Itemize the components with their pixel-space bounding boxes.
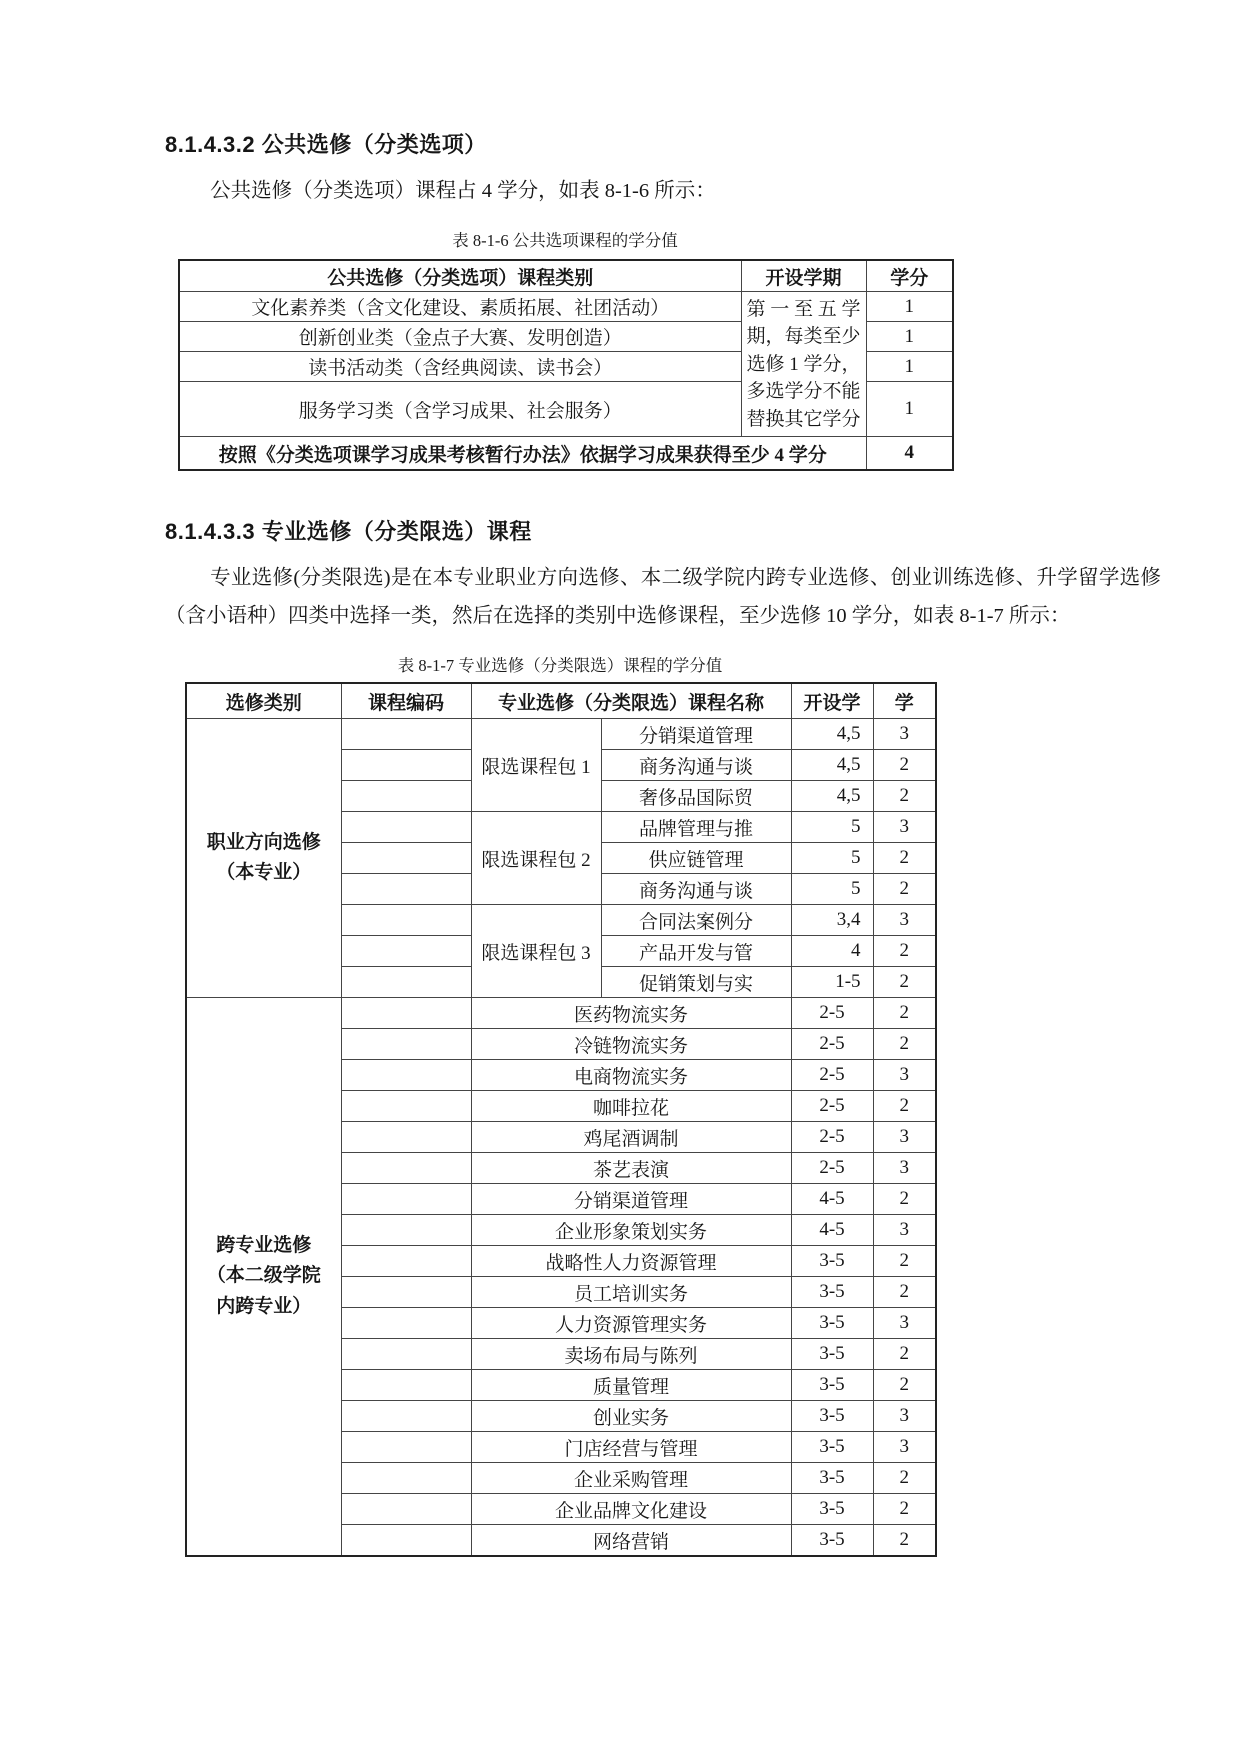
credit-cell: 2 xyxy=(873,1494,936,1525)
credit-cell: 3 xyxy=(873,1153,936,1184)
package-cell: 限选课程包 3 xyxy=(471,905,601,998)
table-row xyxy=(186,998,936,1029)
code-cell xyxy=(341,1525,471,1556)
course-name-cell: 奢侈品国际贸 xyxy=(601,781,791,812)
course-name-cell: 电商物流实务 xyxy=(471,1060,791,1091)
term-cell: 5 xyxy=(791,874,873,905)
code-cell xyxy=(341,843,471,874)
code-cell xyxy=(341,874,471,905)
credit-cell: 3 xyxy=(873,719,936,750)
course-name-cell: 商务沟通与谈 xyxy=(601,874,791,905)
credit-cell: 2 xyxy=(873,843,936,874)
term-cell: 2-5 xyxy=(791,1122,873,1153)
credit-cell: 3 xyxy=(873,1432,936,1463)
course-name-cell: 战略性人力资源管理 xyxy=(471,1246,791,1277)
course-name-cell: 员工培训实务 xyxy=(471,1277,791,1308)
term-cell: 3-5 xyxy=(791,1401,873,1432)
course-name-cell: 人力资源管理实务 xyxy=(471,1308,791,1339)
term-cell: 4,5 xyxy=(791,750,873,781)
credit-cell: 2 xyxy=(873,967,936,998)
term-cell: 4,5 xyxy=(791,719,873,750)
table-header-row xyxy=(179,260,953,292)
term-cell: 2-5 xyxy=(791,1091,873,1122)
code-cell xyxy=(341,1277,471,1308)
code-cell xyxy=(341,1153,471,1184)
code-cell xyxy=(341,905,471,936)
course-name-cell: 分销渠道管理 xyxy=(601,719,791,750)
credit-cell: 2 xyxy=(873,1339,936,1370)
code-cell xyxy=(341,936,471,967)
term-cell: 3-5 xyxy=(791,1277,873,1308)
credit-cell: 2 xyxy=(873,1029,936,1060)
credit-cell: 2 xyxy=(873,1184,936,1215)
term-cell: 2-5 xyxy=(791,1029,873,1060)
course-name-cell: 供应链管理 xyxy=(601,843,791,874)
course-name-cell: 冷链物流实务 xyxy=(471,1029,791,1060)
credit-cell: 1 xyxy=(866,322,953,352)
course-name-cell: 门店经营与管理 xyxy=(471,1432,791,1463)
code-cell xyxy=(341,781,471,812)
code-cell xyxy=(341,719,471,750)
column-header: 公共选修（分类选项）课程类别 xyxy=(179,260,741,292)
term-cell: 4,5 xyxy=(791,781,873,812)
course-name-cell: 质量管理 xyxy=(471,1370,791,1401)
term-cell: 3-5 xyxy=(791,1339,873,1370)
column-header: 学分 xyxy=(866,260,953,292)
code-cell xyxy=(341,998,471,1029)
section1-paragraph: 公共选修（分类选项）课程占 4 学分，如表 8-1-6 所示： xyxy=(210,180,716,202)
term-cell: 3,4 xyxy=(791,905,873,936)
package-cell: 限选课程包 2 xyxy=(471,812,601,905)
table-8-1-6 xyxy=(178,259,954,471)
credit-cell: 1 xyxy=(866,352,953,382)
footer-note-cell: 按照《分类选项课学习成果考核暂行办法》依据学习成果获得至少 4 学分 xyxy=(179,437,866,470)
credit-cell: 3 xyxy=(873,1215,936,1246)
course-name-cell: 茶艺表演 xyxy=(471,1153,791,1184)
course-name-cell: 企业采购管理 xyxy=(471,1463,791,1494)
code-cell xyxy=(341,812,471,843)
code-cell xyxy=(341,967,471,998)
code-cell xyxy=(341,1401,471,1432)
code-cell xyxy=(341,1184,471,1215)
course-name-cell: 咖啡拉花 xyxy=(471,1091,791,1122)
credit-cell: 1 xyxy=(866,382,953,437)
course-name-cell: 商务沟通与谈 xyxy=(601,750,791,781)
credit-cell: 2 xyxy=(873,998,936,1029)
table-8-1-7 xyxy=(185,682,937,1557)
term-cell: 5 xyxy=(791,812,873,843)
credit-cell: 3 xyxy=(873,1308,936,1339)
table-row xyxy=(186,719,936,750)
code-cell xyxy=(341,1215,471,1246)
term-cell: 1-5 xyxy=(791,967,873,998)
section2-paragraph: 专业选修(分类限选)是在本专业职业方向选修、本二级学院内跨专业选修、创业训练选修、升学留学选修（含小语种）四类中选择一类，然后在选择的类别中选修课程，至少选修 10 学分，如表 8-1-7 所示： xyxy=(165,566,1161,627)
course-name-cell: 企业形象策划实务 xyxy=(471,1215,791,1246)
term-cell: 3-5 xyxy=(791,1370,873,1401)
term-cell: 5 xyxy=(791,843,873,874)
code-cell xyxy=(341,1370,471,1401)
code-cell xyxy=(341,750,471,781)
credit-cell: 3 xyxy=(873,905,936,936)
credit-cell: 3 xyxy=(873,1060,936,1091)
code-cell xyxy=(341,1029,471,1060)
course-name-cell: 产品开发与管 xyxy=(601,936,791,967)
term-cell: 4-5 xyxy=(791,1184,873,1215)
column-header-code: 课程编码 xyxy=(341,683,471,719)
credit-cell: 2 xyxy=(873,874,936,905)
credit-cell: 2 xyxy=(873,750,936,781)
credit-cell: 2 xyxy=(873,1525,936,1556)
category-cell: 服务学习类（含学习成果、社会服务） xyxy=(179,382,741,437)
category-cell: 创新创业类（金点子大赛、发明创造） xyxy=(179,322,741,352)
credit-cell: 3 xyxy=(873,1122,936,1153)
credit-cell: 2 xyxy=(873,781,936,812)
course-name-cell: 分销渠道管理 xyxy=(471,1184,791,1215)
credit-cell: 2 xyxy=(873,936,936,967)
code-cell xyxy=(341,1122,471,1153)
term-cell: 4-5 xyxy=(791,1215,873,1246)
section-heading-8-1-4-3-2: 8.1.4.3.2 公共选修（分类选项） xyxy=(165,132,487,157)
term-cell: 2-5 xyxy=(791,998,873,1029)
term-cell: 3-5 xyxy=(791,1432,873,1463)
column-header-credit: 学 xyxy=(873,683,936,719)
credit-cell: 2 xyxy=(873,1091,936,1122)
credit-cell: 2 xyxy=(873,1277,936,1308)
code-cell xyxy=(341,1308,471,1339)
term-cell: 3-5 xyxy=(791,1246,873,1277)
credit-cell: 3 xyxy=(873,812,936,843)
term-cell: 2-5 xyxy=(791,1060,873,1091)
course-name-cell: 创业实务 xyxy=(471,1401,791,1432)
term-cell: 3-5 xyxy=(791,1463,873,1494)
table-8-1-7-caption: 表 8-1-7 专业选修（分类限选）课程的学分值 xyxy=(397,655,723,675)
course-name-cell: 网络营销 xyxy=(471,1525,791,1556)
course-name-cell: 促销策划与实 xyxy=(601,967,791,998)
package-cell: 限选课程包 1 xyxy=(471,719,601,812)
code-cell xyxy=(341,1432,471,1463)
credit-cell: 2 xyxy=(873,1246,936,1277)
section-heading-8-1-4-3-3: 8.1.4.3.3 专业选修（分类限选）课程 xyxy=(165,518,532,544)
column-header-category: 选修类别 xyxy=(186,683,341,719)
course-name-cell: 企业品牌文化建设 xyxy=(471,1494,791,1525)
code-cell xyxy=(341,1339,471,1370)
category-cell: 职业方向选修 （本专业） xyxy=(186,719,341,998)
code-cell xyxy=(341,1463,471,1494)
footer-credit-cell: 4 xyxy=(866,437,953,470)
course-name-cell: 鸡尾酒调制 xyxy=(471,1122,791,1153)
term-cell: 3-5 xyxy=(791,1525,873,1556)
code-cell xyxy=(341,1091,471,1122)
term-cell: 2-5 xyxy=(791,1153,873,1184)
table-8-1-6-caption: 表 8-1-6 公共选项课程的学分值 xyxy=(452,230,678,250)
credit-cell: 2 xyxy=(873,1463,936,1494)
column-header: 开设学期 xyxy=(741,260,866,292)
table-footer-row xyxy=(179,437,953,470)
credit-cell: 3 xyxy=(873,1401,936,1432)
column-header-term: 开设学 xyxy=(791,683,873,719)
term-cell: 3-5 xyxy=(791,1308,873,1339)
category-cell: 文化素养类（含文化建设、素质拓展、社团活动） xyxy=(179,292,741,322)
course-name-cell: 品牌管理与推 xyxy=(601,812,791,843)
code-cell xyxy=(341,1494,471,1525)
term-cell: 3-5 xyxy=(791,1494,873,1525)
course-name-cell: 合同法案例分 xyxy=(601,905,791,936)
category-cell: 读书活动类（含经典阅读、读书会） xyxy=(179,352,741,382)
column-header-course-name: 专业选修（分类限选）课程名称 xyxy=(471,683,791,719)
table-row xyxy=(179,292,953,322)
course-name-cell: 医药物流实务 xyxy=(471,998,791,1029)
credit-cell: 1 xyxy=(866,292,953,322)
course-name-cell: 卖场布局与陈列 xyxy=(471,1339,791,1370)
term-note-cell: 第一至五学期，每类至少选修 1 学分，多选学分不能替换其它学分 xyxy=(741,292,866,437)
credit-cell: 2 xyxy=(873,1370,936,1401)
code-cell xyxy=(341,1060,471,1091)
code-cell xyxy=(341,1246,471,1277)
table-header-row xyxy=(186,683,936,719)
category-cell: 跨专业选修 （本二级学院 内跨专业） xyxy=(186,998,341,1556)
term-cell: 4 xyxy=(791,936,873,967)
